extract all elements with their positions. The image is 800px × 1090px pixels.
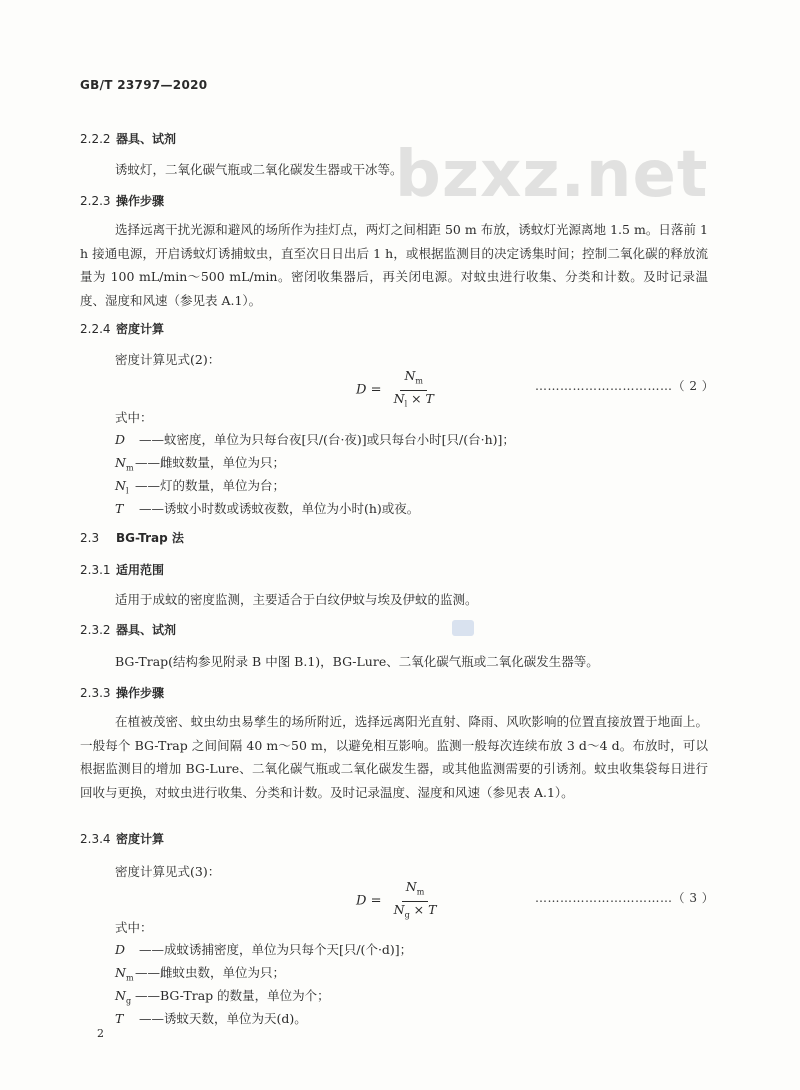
page-number: 2: [97, 1027, 104, 1040]
definition-text: ——灯的数量，单位为台；: [135, 478, 286, 493]
section-title: 操作步骤: [116, 194, 165, 208]
definition-symbol: D: [115, 432, 126, 447]
definition-item: [115, 499, 419, 517]
formula-fraction: [390, 368, 438, 412]
heading-2-2-3: [80, 192, 164, 209]
numerator-subscript: m: [416, 887, 425, 897]
formula-intro: 密度计算见式(3)：: [115, 864, 221, 879]
paragraph-2-3-3: 在植被茂密、蚊虫幼虫易孳生的场所附近，选择远离阳光直射、降雨、风吹影响的位置直接放置于地面上。一般每个 BG-Trap 之间间隔 40 m～50 m，以避免相互影响。监测一般每次连续布放 3 d～4 d。布放时，可以根据监测目的增加 BG-Lure、二氧化碳气瓶或二氧化碳发生器，或其他监测需要的引诱剂。蚊虫收集袋每日进行回收与更换，对蚊虫进行收集、分类和计数。及时记录温度、湿度和风速（参见表 A.1）。: [80, 714, 708, 800]
paragraph-2-2-2: 诱蚊灯，二氧化碳气瓶或二氧化碳发生器或干冰等。: [115, 162, 403, 177]
definition-symbol: D: [115, 942, 126, 957]
section-title: 适用范围: [116, 563, 165, 577]
section-title: 密度计算: [116, 322, 165, 336]
denominator-symbol: N: [393, 901, 405, 917]
heading-2-3-1: [80, 561, 164, 578]
section-number: 2.2.2: [80, 132, 111, 146]
denominator-subscript: g: [404, 910, 410, 919]
definition-symbol-base: N: [115, 478, 126, 493]
watermark: bzxz.net: [395, 138, 709, 212]
definition-text: ——BG-Trap 的数量，单位为个；: [135, 988, 330, 1003]
equation-number-2: ……………………………（ 2 ）: [535, 379, 715, 393]
section-number: 2.3.4: [80, 832, 111, 846]
definition-text: ——蚊密度，单位为只每台夜[只/(台·夜)]或只每台小时[只/(台·h)]；: [135, 432, 515, 447]
definition-symbol-subscript: m: [125, 973, 134, 983]
definition-symbol: [115, 478, 135, 496]
numerator-symbol: N: [404, 368, 416, 383]
definition-item: [115, 430, 515, 448]
formula-intro: 密度计算见式(2)：: [115, 352, 221, 367]
formula-equals: =: [370, 382, 382, 398]
numerator-symbol: N: [405, 879, 417, 894]
definition-item: [115, 986, 330, 1006]
definition-symbol-subscript: m: [125, 463, 134, 473]
formula-denominator: [390, 902, 441, 924]
equation-number-3: ……………………………（ 3 ）: [535, 891, 715, 905]
definition-symbol: [115, 988, 135, 1006]
definition-symbol: T: [115, 501, 124, 516]
paragraph-2-2-3: 选择远离干扰光源和避风的场所作为挂灯点，两灯之间相距 50 m 布放，诱蚊灯光源离地 1.5 m。日落前 1 h 接通电源，开启诱蚊灯诱捕蚊虫，直至次日日出后 1 h，或根据监测目的决定诱集时间；控制二氧化碳的释放流量为 100 mL/min～500 mL/min。密闭收集器后，再关闭电源。对蚊虫进行收集、分类和计数。及时记录温度、湿度和风速（参见表 A.1）。: [80, 222, 708, 308]
definition-symbol: [115, 965, 135, 983]
definition-item: [115, 963, 285, 983]
definition-symbol: [115, 455, 135, 473]
denominator-rest: × T: [409, 901, 437, 917]
section-number: 2.3.3: [80, 686, 111, 700]
denominator-rest: × T: [407, 390, 434, 406]
definition-item: [115, 940, 412, 958]
definition-symbol-base: N: [115, 988, 126, 1003]
formula-2: [356, 368, 438, 412]
section-number: 2.2.3: [80, 194, 111, 208]
section-number: 2.3.1: [80, 563, 111, 577]
denominator-subscript: l: [404, 399, 408, 408]
formula-3: [356, 879, 440, 923]
definition-text: ——诱蚊天数，单位为天(d)。: [135, 1011, 307, 1026]
where-label: 式中：: [115, 410, 153, 425]
heading-2-2-2: [80, 130, 176, 147]
stamp-mark: [452, 620, 474, 636]
heading-2-2-4: [80, 320, 164, 337]
definition-symbol-base: N: [115, 965, 126, 980]
section-number: 2.3: [80, 531, 100, 545]
definition-symbol: T: [115, 1011, 124, 1026]
formula-fraction: [390, 879, 441, 923]
denominator-symbol: N: [393, 390, 405, 406]
definition-item: [115, 476, 285, 496]
heading-2-3: [80, 529, 184, 546]
formula-denominator: [390, 391, 438, 413]
formula-numerator: [400, 368, 427, 391]
section-number: 2.2.4: [80, 322, 111, 336]
section-title: 器具、试剂: [116, 623, 177, 637]
definition-item: [115, 453, 285, 473]
numerator-subscript: m: [415, 376, 424, 386]
paragraph-2-3-1: 适用于成蚊的密度监测，主要适合于白纹伊蚊与埃及伊蚊的监测。: [115, 592, 478, 607]
formula-equals: =: [370, 893, 382, 909]
heading-2-3-3: [80, 684, 164, 701]
definition-symbol-base: N: [115, 455, 126, 470]
definition-symbol-subscript: l: [125, 486, 129, 496]
section-title: BG-Trap 法: [116, 531, 184, 545]
standard-number: GB/T 23797—2020: [80, 78, 208, 92]
formula-lhs: D: [356, 893, 367, 909]
section-title: 密度计算: [116, 832, 165, 846]
heading-2-3-4: [80, 830, 164, 847]
section-number: 2.3.2: [80, 623, 111, 637]
formula-lhs: D: [356, 382, 367, 398]
where-label: 式中：: [115, 920, 153, 935]
section-title: 器具、试剂: [116, 132, 177, 146]
definition-text: ——成蚊诱捕密度，单位为只每个天[只/(个·d)]；: [135, 942, 413, 957]
definition-text: ——诱蚊小时数或诱蚊夜数，单位为小时(h)或夜。: [135, 501, 420, 516]
section-title: 操作步骤: [116, 686, 165, 700]
paragraph-2-3-2: BG-Trap(结构参见附录 B 中图 B.1)，BG-Lure、二氧化碳气瓶或二氧化碳发生器等。: [115, 654, 599, 669]
definition-symbol-subscript: g: [125, 996, 132, 1006]
formula-numerator: [402, 879, 429, 902]
definition-text: ——雌蚊虫数，单位为只；: [135, 965, 286, 980]
definition-item: [115, 1009, 307, 1027]
heading-2-3-2: [80, 621, 176, 638]
definition-text: ——雌蚊数量，单位为只；: [135, 455, 286, 470]
